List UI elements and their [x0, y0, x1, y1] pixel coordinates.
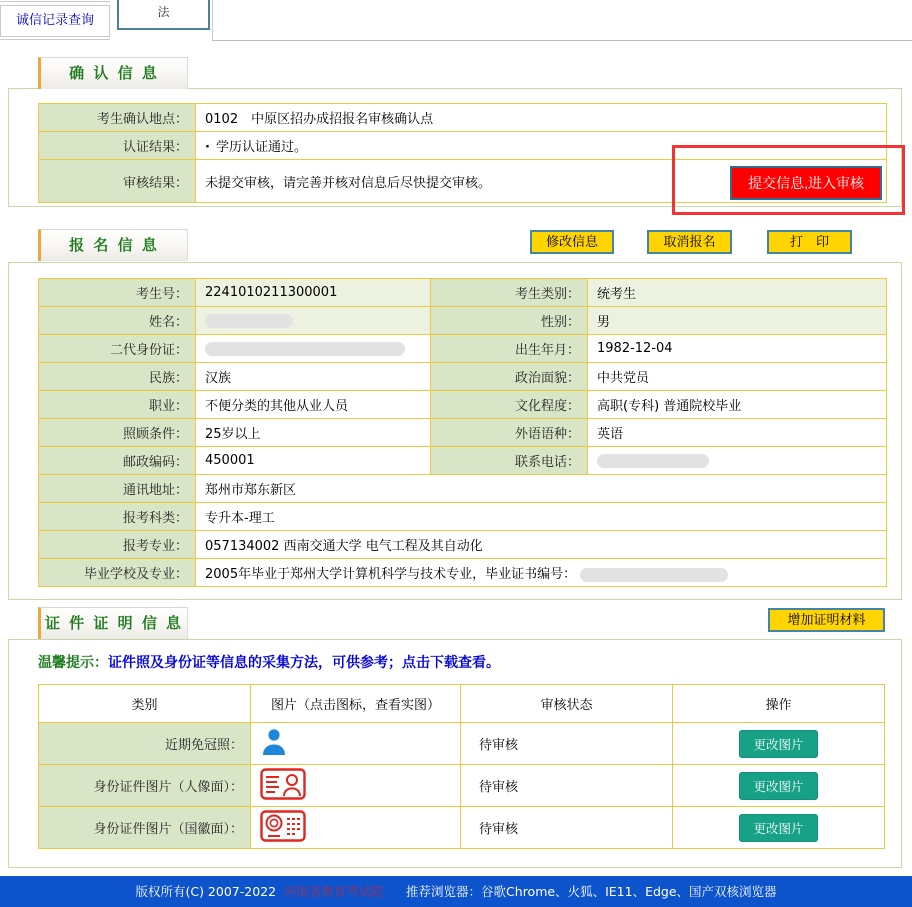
change-image-button[interactable]: 更改图片 [739, 772, 817, 800]
field-label: 姓名： [39, 307, 196, 335]
gender-value: 男 [588, 307, 887, 335]
photo-cell [251, 723, 461, 765]
exam-category-value: 专升本-理工 [196, 503, 887, 531]
download-guide-link[interactable]: 点击下载查看。 [402, 655, 500, 671]
column-header-image: 图片（点击图标，查看实图） [251, 685, 461, 723]
table-row [39, 363, 887, 391]
divider [212, 40, 912, 41]
change-image-button[interactable]: 更改图片 [739, 814, 817, 842]
column-header-action: 操作 [673, 685, 885, 723]
applied-major-value: 057134002 西南交通大学 电气工程及其自动化 [196, 531, 887, 559]
tab-integrity-record-query[interactable]: 诚信记录查询 [0, 5, 110, 37]
table-row [39, 104, 887, 132]
redacted-value [205, 342, 405, 356]
change-image-button[interactable]: 更改图片 [739, 730, 817, 758]
divider [212, 0, 213, 41]
redacted-value [205, 314, 293, 328]
action-cell [673, 723, 885, 765]
field-label: 考生类别： [431, 279, 588, 307]
section-title-registration-info: 报 名 信 息 [38, 229, 188, 261]
education-level-value: 高职(专科) 普通院校毕业 [588, 391, 887, 419]
field-label: 文化程度： [431, 391, 588, 419]
field-label: 二代身份证： [39, 335, 196, 363]
section-title-certificate-info: 证 件 证 明 信 息 [38, 607, 188, 639]
photo-cell [251, 807, 461, 849]
auth-result-value [196, 132, 887, 160]
tip-line [38, 652, 500, 672]
field-label: 身份证件图片（国徽面）： [39, 807, 251, 849]
column-header-review-status: 审核状态 [461, 685, 673, 723]
preferential-condition-value: 25岁以上 [196, 419, 431, 447]
review-status: 待审核 [461, 723, 673, 765]
table-row [39, 559, 887, 587]
table-row [39, 765, 885, 807]
id-number-value [196, 335, 431, 363]
field-label: 认证结果： [39, 132, 196, 160]
edit-info-button[interactable]: 修改信息 [530, 230, 614, 254]
column-header-category: 类别 [39, 685, 251, 723]
table-header-row [39, 685, 885, 723]
field-label: 职业： [39, 391, 196, 419]
table-row [39, 132, 887, 160]
review-result-text: 未提交审核，请完善并核对信息后尽快提交审核。 [205, 175, 492, 191]
tab-partial-law[interactable]: 法 [117, 0, 210, 30]
table-row [39, 419, 887, 447]
field-label: 身份证件图片（人像面）： [39, 765, 251, 807]
divider [0, 1, 110, 2]
copyright-text: 版权所有(C) 2007-2022 [135, 884, 277, 899]
field-label: 联系电话： [431, 447, 588, 475]
field-label: 政治面貌： [431, 363, 588, 391]
table-row [39, 447, 887, 475]
field-label: 性别： [431, 307, 588, 335]
add-certificate-material-button[interactable]: 增加证明材料 [768, 608, 885, 632]
field-label: 民族： [39, 363, 196, 391]
table-row [39, 475, 887, 503]
political-status-value: 中共党员 [588, 363, 887, 391]
table-row [39, 335, 887, 363]
candidate-type-value: 统考生 [588, 279, 887, 307]
field-label: 通讯地址： [39, 475, 196, 503]
table-row [39, 531, 887, 559]
foreign-language-value: 英语 [588, 419, 887, 447]
ethnicity-value: 汉族 [196, 363, 431, 391]
divider [0, 39, 110, 40]
submit-for-review-button[interactable]: 提交信息,进入审核 [730, 166, 882, 200]
table-row [39, 279, 887, 307]
org-link[interactable]: 河南省教育考试院 [284, 884, 385, 899]
section-title-confirm-info: 确 认 信 息 [38, 57, 188, 89]
person-photo-icon[interactable] [260, 727, 288, 761]
table-row [39, 807, 885, 849]
registration-info-table [38, 278, 887, 587]
field-label: 考生号： [39, 279, 196, 307]
table-row [39, 503, 887, 531]
field-label: 照顾条件： [39, 419, 196, 447]
tip-label: 温馨提示： [38, 655, 108, 671]
table-row [39, 307, 887, 335]
action-cell [673, 765, 885, 807]
id-card-front-icon[interactable] [260, 768, 306, 804]
confirm-info-table [38, 103, 887, 203]
confirm-place-value: 0102 中原区招办成招报名审核确认点 [196, 104, 887, 132]
birth-date-value: 1982-12-04 [588, 335, 887, 363]
field-label: 报考专业： [39, 531, 196, 559]
auth-result-text: 学历认证通过。 [215, 140, 307, 155]
review-result-cell [196, 160, 887, 203]
field-label: 出生年月： [431, 335, 588, 363]
field-label: 报考科类： [39, 503, 196, 531]
table-row [39, 723, 885, 765]
graduation-text: 2005年毕业于郑州大学计算机科学与技术专业，毕业证书编号： [205, 567, 577, 582]
tip-text: 证件照及身份证等信息的采集方法，可供参考； [108, 655, 402, 671]
occupation-value: 不便分类的其他从业人员 [196, 391, 431, 419]
redacted-value [597, 454, 709, 468]
id-card-back-icon[interactable] [260, 810, 306, 846]
photo-cell [251, 765, 461, 807]
cancel-registration-button[interactable]: 取消报名 [647, 230, 732, 254]
redacted-value [580, 568, 728, 582]
field-label: 考生确认地点： [39, 104, 196, 132]
certificate-table [38, 684, 885, 849]
footer-bar [0, 876, 912, 907]
field-label: 外语语种： [431, 419, 588, 447]
review-status: 待审核 [461, 807, 673, 849]
recommended-browsers-text: 推荐浏览器：谷歌Chrome、火狐、IE11、Edge、国产双核浏览器 [406, 884, 777, 899]
postal-code-value: 450001 [196, 447, 431, 475]
review-status: 待审核 [461, 765, 673, 807]
bullet: · [205, 140, 210, 155]
field-label: 近期免冠照： [39, 723, 251, 765]
phone-value [588, 447, 887, 475]
print-button[interactable]: 打 印 [767, 230, 852, 254]
table-row [39, 391, 887, 419]
field-label: 邮政编码： [39, 447, 196, 475]
mailing-address-value: 郑州市郑东新区 [196, 475, 887, 503]
name-value [196, 307, 431, 335]
field-label: 审核结果： [39, 160, 196, 203]
field-label: 毕业学校及专业： [39, 559, 196, 587]
table-row [39, 160, 887, 203]
candidate-number-value: 2241010211300001 [196, 279, 431, 307]
action-cell [673, 807, 885, 849]
graduation-school-value [196, 559, 887, 587]
